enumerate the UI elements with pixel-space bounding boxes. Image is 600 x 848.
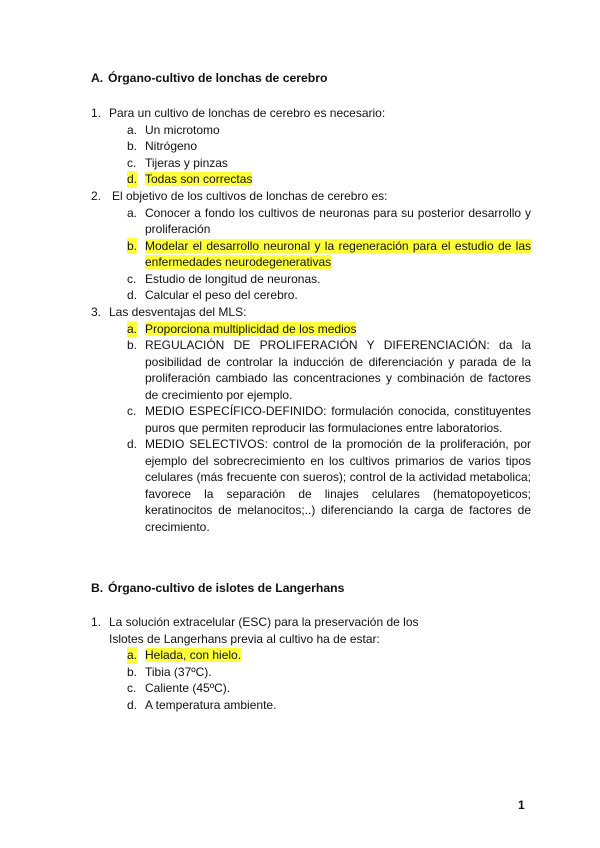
option-text: MEDIO ESPECÍFICO-DEFINIDO: formulación conocida, constituyentes puros que permiten reproducir las formulaciones entre laboratorios. <box>145 404 531 435</box>
option-letter: d. <box>127 697 138 712</box>
page-number: 1 <box>518 798 525 812</box>
question-a3 <box>91 304 531 535</box>
question-number: 3. <box>91 305 102 319</box>
option-b <box>91 337 531 403</box>
option-text: A temperatura ambiente. <box>145 697 277 712</box>
option-a <box>91 205 531 238</box>
option-text: Calcular el peso del cerebro. <box>145 288 298 302</box>
option-b <box>91 664 531 681</box>
section-b-heading: Órgano-cultivo de islotes de Langerhans <box>108 581 345 595</box>
option-text-highlighted: Helada, con hielo. <box>145 648 242 662</box>
question-number: 2. <box>91 189 102 203</box>
option-text-highlighted: Todas son correctas <box>145 172 253 186</box>
section-a-letter: A. <box>91 71 104 85</box>
option-letter: b. <box>127 338 138 352</box>
question-text: La solución extracelular (ESC) para la preservación de los Islotes de Langerhans previa al cultivo ha de estar: <box>109 615 419 646</box>
option-letter: a. <box>127 321 138 336</box>
option-a-correct <box>91 647 531 664</box>
option-b-correct <box>91 238 531 271</box>
option-text: Caliente (45ºC). <box>145 681 231 695</box>
option-text: MEDIO SELECTIVOS: control de la promoción de la proliferación, por ejemplo del sobrecrecimiento en los cultivos primarios de varios tipos celulares (más frecuente con sueros); control de la actividad metabolica; favorece la separación de linajes celulares (hematopoyeticos; keratinocitos de melanocitos;..) diferenciando la carga de factores de crecimiento. <box>145 437 531 534</box>
option-letter: b. <box>127 238 138 253</box>
option-text-highlighted: Proporciona multiplicidad de los medios <box>145 321 357 336</box>
section-b-letter: B. <box>91 581 104 595</box>
option-text: Tijeras y pinzas <box>145 155 228 170</box>
option-c <box>91 155 531 172</box>
option-letter: a. <box>127 122 138 137</box>
option-d <box>91 436 531 535</box>
section-a-heading: Órgano-cultivo de lonchas de cerebro <box>108 71 328 85</box>
option-letter: b. <box>127 139 138 153</box>
option-b <box>91 138 531 155</box>
option-letter: d. <box>127 437 138 451</box>
options-list <box>91 122 531 188</box>
option-letter: d. <box>127 288 138 302</box>
options-list <box>91 647 531 713</box>
option-text: REGULACIÓN DE PROLIFERACIÓN Y DIFERENCIACIÓN: da la posibilidad de controlar la inducción de diferenciación y parada de la proliferación cambiado las concentraciones y combinación de factores de crecimiento por ejemplo. <box>145 338 531 402</box>
option-letter: c. <box>127 271 137 286</box>
option-text: Un microtomo <box>145 122 220 137</box>
option-letter: a. <box>127 648 138 662</box>
section-b-title <box>91 580 344 597</box>
option-d <box>91 697 531 714</box>
option-text: Tibia (37ºC). <box>145 664 212 679</box>
question-b1 <box>91 614 531 713</box>
option-text: Estudio de longitud de neuronas. <box>145 271 321 286</box>
option-letter: a. <box>127 205 138 220</box>
option-letter: b. <box>127 664 138 679</box>
option-letter: c. <box>127 155 137 170</box>
option-a <box>91 122 531 139</box>
options-list <box>91 321 531 536</box>
question-number: 1. <box>91 615 102 629</box>
option-c <box>91 403 531 436</box>
question-number: 1. <box>91 106 102 120</box>
option-letter: c. <box>127 681 137 695</box>
option-letter: d. <box>127 172 138 186</box>
options-list <box>91 205 531 304</box>
option-letter: c. <box>127 404 137 418</box>
option-a-correct <box>91 321 531 338</box>
question-text: Las desventajas del MLS: <box>109 305 247 319</box>
option-d <box>91 287 531 304</box>
section-a-title <box>91 70 327 87</box>
option-text: Nitrógeno <box>145 139 198 153</box>
question-text: Para un cultivo de lonchas de cerebro es necesario: <box>109 106 386 120</box>
question-a2 <box>91 188 531 304</box>
option-c <box>91 680 531 697</box>
option-text: Conocer a fondo los cultivos de neuronas para su posterior desarrollo y proliferación <box>145 205 531 236</box>
option-c <box>91 271 531 288</box>
option-text-highlighted: Modelar el desarrollo neuronal y la regeneración para el estudio de las enfermedades neurodegenerativas <box>145 238 531 269</box>
option-d-correct <box>91 171 531 188</box>
question-text: El objetivo de los cultivos de lonchas de cerebro es: <box>112 189 388 203</box>
question-a1 <box>91 105 531 188</box>
